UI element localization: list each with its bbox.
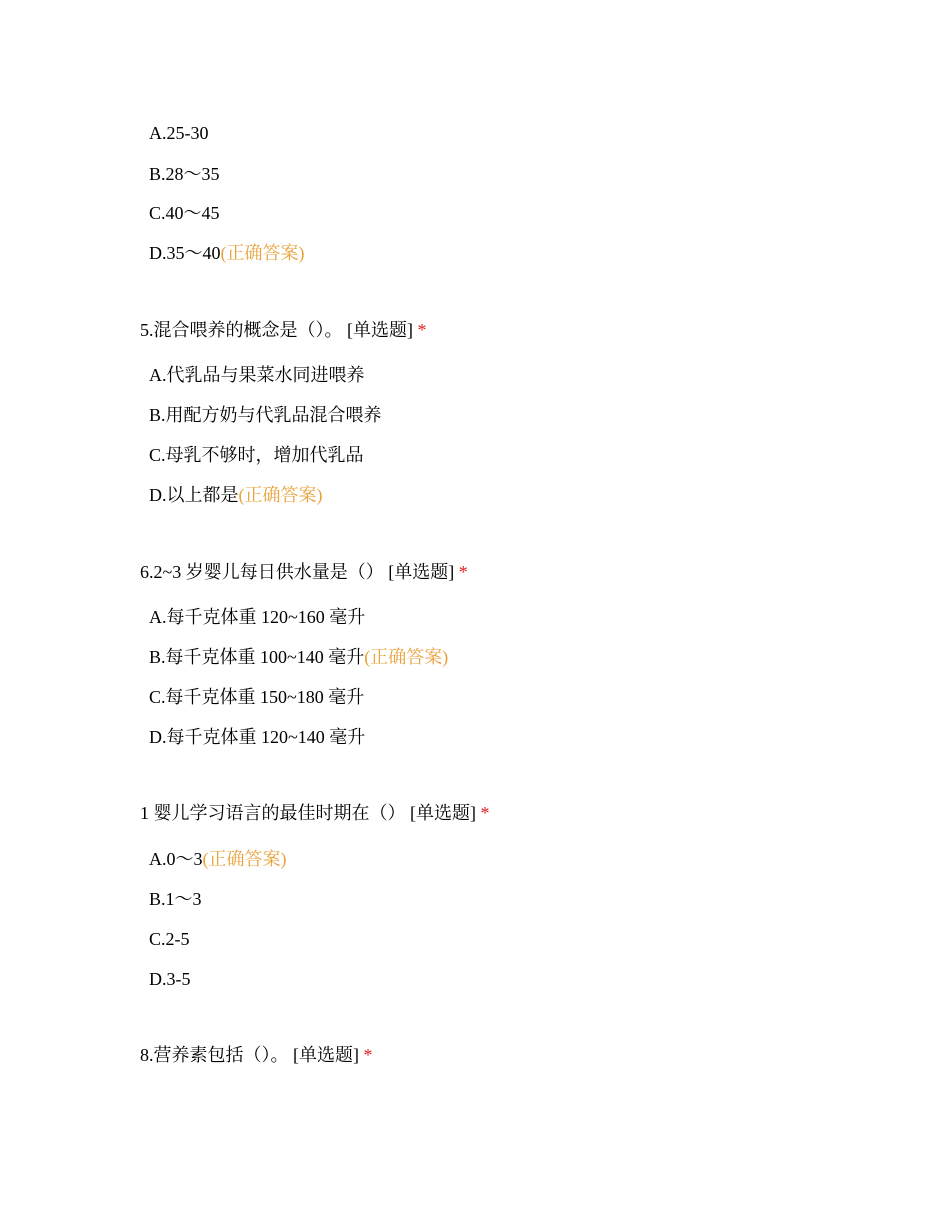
option-text: C.40～45 bbox=[149, 203, 220, 223]
q7-option-c bbox=[149, 927, 190, 951]
correct-answer-tag: (正确答案) bbox=[364, 647, 449, 667]
correct-answer-tag: (正确答案) bbox=[220, 243, 305, 263]
question-text: 6.2~3 岁婴儿每日供水量是（） bbox=[140, 562, 384, 582]
q4-option-d bbox=[149, 241, 305, 265]
option-text: B.28～35 bbox=[149, 164, 220, 184]
option-text: C.母乳不够时，增加代乳品 bbox=[149, 445, 364, 465]
option-text: A.0～3 bbox=[149, 849, 203, 869]
option-text: A.25-30 bbox=[149, 123, 209, 143]
question-text: 1 婴儿学习语言的最佳时期在（） bbox=[140, 803, 406, 823]
question-7-title bbox=[140, 801, 490, 825]
q7-option-d bbox=[149, 967, 191, 991]
question-text: 8.营养素包括（）。 bbox=[140, 1045, 289, 1065]
question-type-label: [单选题] bbox=[410, 803, 476, 823]
option-text: D.3-5 bbox=[149, 969, 191, 989]
correct-answer-tag: (正确答案) bbox=[238, 485, 323, 505]
q4-option-a bbox=[149, 121, 209, 145]
option-text: C.每千克体重 150~180 毫升 bbox=[149, 687, 365, 707]
q7-option-b bbox=[149, 887, 202, 911]
option-text: A.每千克体重 120~160 毫升 bbox=[149, 607, 366, 627]
required-mark: * bbox=[480, 803, 490, 823]
option-text: B.1～3 bbox=[149, 889, 202, 909]
correct-answer-tag: (正确答案) bbox=[202, 849, 287, 869]
option-text: B.每千克体重 100~140 毫升 bbox=[149, 647, 365, 667]
q4-option-c bbox=[149, 201, 220, 225]
option-text: C.2-5 bbox=[149, 929, 190, 949]
question-8-title bbox=[140, 1043, 373, 1067]
question-type-label: [单选题] bbox=[347, 320, 413, 340]
required-mark: * bbox=[417, 320, 427, 340]
question-text: 5.混合喂养的概念是（）。 bbox=[140, 320, 343, 340]
option-text: A.代乳品与果菜水同进喂养 bbox=[149, 365, 365, 385]
q6-option-a bbox=[149, 605, 365, 629]
q7-option-a bbox=[149, 847, 287, 871]
q5-option-a bbox=[149, 363, 365, 387]
option-text: B.用配方奶与代乳品混合喂养 bbox=[149, 405, 382, 425]
q5-option-d bbox=[149, 483, 323, 507]
required-mark: * bbox=[363, 1045, 373, 1065]
question-6-title bbox=[140, 560, 468, 584]
q6-option-b bbox=[149, 645, 448, 669]
q5-option-b bbox=[149, 403, 382, 427]
q6-option-c bbox=[149, 685, 364, 709]
required-mark: * bbox=[458, 562, 468, 582]
q6-option-d bbox=[149, 725, 365, 749]
question-type-label: [单选题] bbox=[388, 562, 455, 582]
q4-option-b bbox=[149, 162, 220, 186]
option-text: D.以上都是 bbox=[149, 485, 239, 505]
option-text: D.每千克体重 120~140 毫升 bbox=[149, 727, 366, 747]
question-5-title bbox=[140, 318, 427, 342]
option-text: D.35～40 bbox=[149, 243, 221, 263]
question-type-label: [单选题] bbox=[293, 1045, 359, 1065]
q5-option-c bbox=[149, 443, 364, 467]
